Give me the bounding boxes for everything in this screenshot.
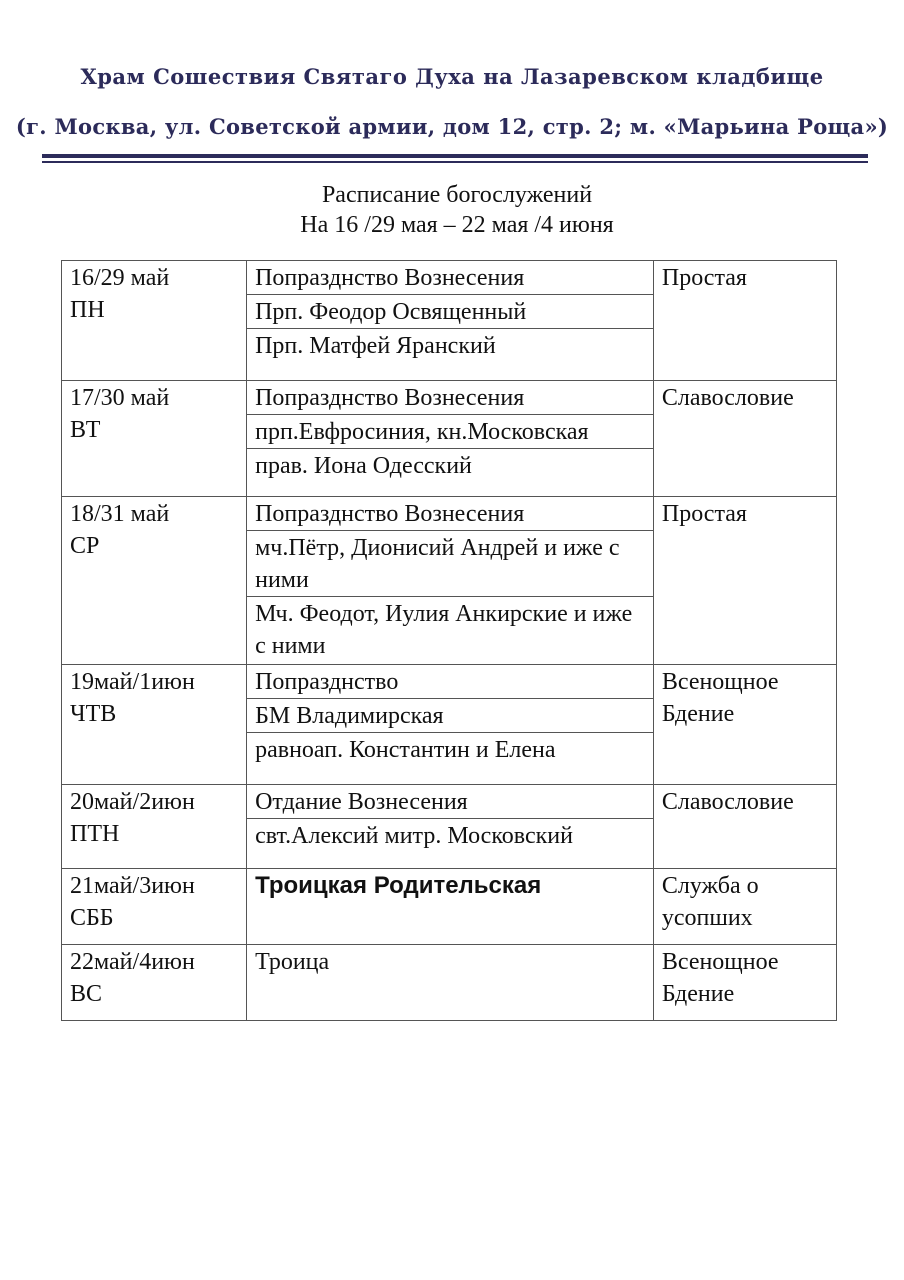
feast-item: Троица [255,949,330,975]
feast-item: БМ Владимирская [247,699,653,733]
feasts-cell [247,497,654,665]
feast-item: Попразднство Вознесения [247,497,653,531]
feast-item: Попразднство Вознесения [247,381,653,415]
schedule-row [62,261,837,381]
date-cell [62,785,247,869]
date-cell [62,381,247,497]
church-name: Храм Сошествия Святаго Духа на Лазаревском кладбище [80,64,824,89]
service-type-cell: Славословие [653,381,836,497]
church-address: (г. Москва, ул. Советской армии, дом 12, стр. 2; м. «Марьина Роща») [15,114,889,139]
weekday-text: СР [70,533,100,559]
feast-item: Отдание Вознесения [247,785,653,819]
date-cell [62,665,247,785]
date-text: 17/30 май [70,385,170,411]
service-type-cell: Простая [653,497,836,665]
header-rule-thick [42,154,868,158]
service-type-cell: Славословие [653,785,836,869]
date-text: 19май/1июн [70,669,195,695]
schedule-row [62,869,837,945]
feast-item: Троицкая Родительская [255,872,542,899]
weekday-text: ВС [70,981,103,1007]
schedule-table [61,260,837,1021]
schedule-row [62,945,837,1021]
schedule-title [0,180,904,240]
feasts-cell [247,381,654,497]
service-type-cell: Всенощное Бдение [653,945,836,1021]
date-text: 20май/2июн [70,789,195,815]
schedule-row [62,497,837,665]
service-type-cell: Простая [653,261,836,381]
weekday-text: ВТ [70,417,101,443]
schedule-title-line1: Расписание богослужений [321,182,593,208]
feasts-cell [247,665,654,785]
service-type-cell: Служба о усопших [653,869,836,945]
feast-item: равноап. Константин и Елена [255,737,556,763]
service-type-cell: Всенощное Бдение [653,665,836,785]
schedule-row [62,381,837,497]
schedule-row [62,785,837,869]
date-text: 18/31 май [70,501,170,527]
feast-item: Прп. Феодор Освященный [247,295,653,329]
date-text: 21май/3июн [70,873,195,899]
schedule-row [62,665,837,785]
weekday-text: СББ [70,905,114,931]
schedule-title-line2: На 16 /29 мая – 22 мая /4 июня [300,212,614,238]
feast-item: мч.Пётр, Дионисий Андрей и иже с ними [247,531,653,597]
header-rule-thin [42,161,868,163]
feast-item: Прп. Матфей Яранский [255,333,496,359]
date-cell [62,261,247,381]
date-cell [62,869,247,945]
feast-item: Попразднство [247,665,653,699]
feasts-cell [247,945,654,1021]
feast-item: прав. Иона Одесский [255,453,472,479]
feasts-cell [247,869,654,945]
feast-item: Попразднство Вознесения [247,261,653,295]
weekday-text: ПТН [70,821,120,847]
schedule-body [62,261,837,1021]
feast-item: прп.Евфросиния, кн.Московская [247,415,653,449]
feast-item: Мч. Феодот, Иулия Анкирские и иже с ними [255,601,633,659]
feast-item: свт.Алексий митр. Московский [255,823,573,849]
feasts-cell [247,785,654,869]
date-text: 22май/4июн [70,949,195,975]
weekday-text: ПН [70,297,105,323]
date-cell [62,497,247,665]
date-text: 16/29 май [70,265,170,291]
date-cell [62,945,247,1021]
feasts-cell [247,261,654,381]
weekday-text: ЧТВ [70,701,117,727]
